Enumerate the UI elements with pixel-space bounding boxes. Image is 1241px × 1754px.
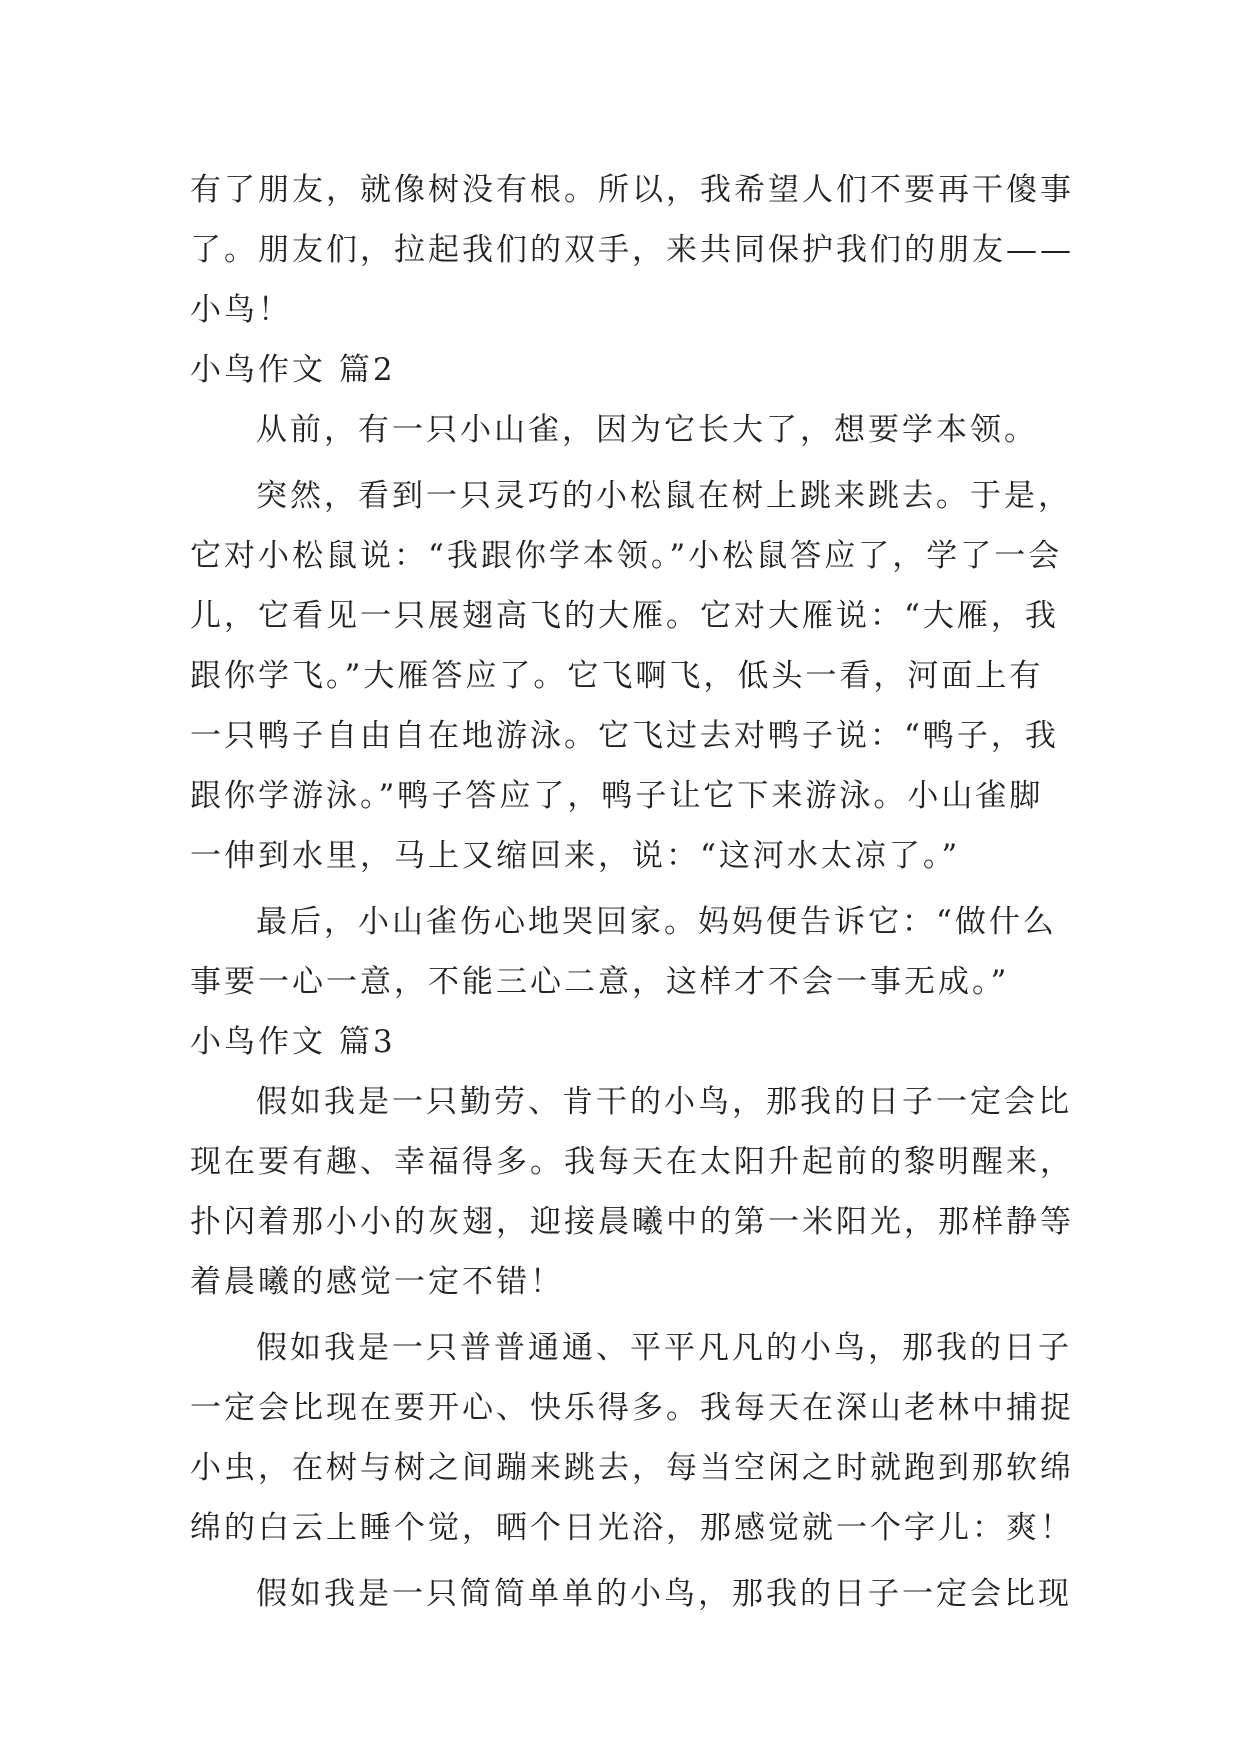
text-line: 跟你学游泳。”鸭子答应了，鸭子让它下来游泳。小山雀脚: [190, 778, 1044, 814]
text-line: 一伸到水里，马上又缩回来，说：“这河水太凉了。”: [190, 838, 961, 874]
text-line: 假如我是一只简简单单的小鸟，那我的日子一定会比现: [256, 1576, 1072, 1612]
document-body: [190, 160, 1074, 1624]
paragraph-2-2: [190, 466, 1070, 886]
text-line: 着晨曦的感觉一定不错！: [190, 1264, 564, 1300]
text-line: 一只鸭子自由自在地游泳。它飞过去对鸭子说：“鸭子，我: [190, 718, 1059, 754]
paragraph-2-3: [190, 892, 1070, 1012]
text-line: 一定会比现在要开心、快乐得多。我每天在深山老林中捕捉: [190, 1390, 1074, 1426]
text-line: 它对小松鼠说：“我跟你学本领。”小松鼠答应了，学了一会: [190, 538, 1063, 574]
paragraph-3-1: [190, 1072, 1074, 1312]
section-heading-3: 小鸟作文 篇3: [190, 1024, 396, 1060]
text-line: 假如我是一只勤劳、肯干的小鸟，那我的日子一定会比: [256, 1084, 1072, 1120]
text-line: 小虫，在树与树之间蹦来跳去，每当空闲之时就跑到那软绵: [190, 1450, 1074, 1486]
text-line: 跟你学飞。”大雁答应了。它飞啊飞，低头一看，河面上有: [190, 658, 1044, 694]
text-line: 扑闪着那小小的灰翅，迎接晨曦中的第一米阳光，那样静等: [190, 1204, 1074, 1240]
text-line: 儿，它看见一只展翅高飞的大雁。它对大雁说：“大雁，我: [190, 598, 1059, 634]
paragraph-continuation: [190, 160, 1074, 340]
text-line: 绵的白云上睡个觉，晒个日光浴，那感觉就一个字儿：爽！: [190, 1510, 1074, 1546]
text-line: 最后，小山雀伤心地哭回家。妈妈便告诉它：“做什么: [256, 904, 1057, 940]
paragraph-3-3: [190, 1564, 1070, 1624]
text-line: 了。朋友们，拉起我们的双手，来共同保护我们的朋友——: [190, 232, 1074, 268]
text-line: 假如我是一只普普通通、平平凡凡的小鸟，那我的日子: [256, 1330, 1072, 1366]
text-line: 有了朋友，就像树没有根。所以，我希望人们不要再干傻事: [190, 172, 1074, 208]
text-line: 现在要有趣、幸福得多。我每天在太阳升起前的黎明醒来，: [190, 1144, 1074, 1180]
paragraph-2-1: [190, 400, 1070, 460]
section-heading-2: 小鸟作文 篇2: [190, 352, 396, 388]
text-line: 突然，看到一只灵巧的小松鼠在树上跳来跳去。于是，: [256, 478, 1072, 514]
text-line: 从前，有一只小山雀，因为它长大了，想要学本领。: [256, 412, 1038, 448]
paragraph-3-2: [190, 1318, 1074, 1558]
text-line: 事要一心一意，不能三心二意，这样才不会一事无成。”: [190, 964, 1010, 1000]
text-line: 小鸟！: [190, 292, 292, 328]
